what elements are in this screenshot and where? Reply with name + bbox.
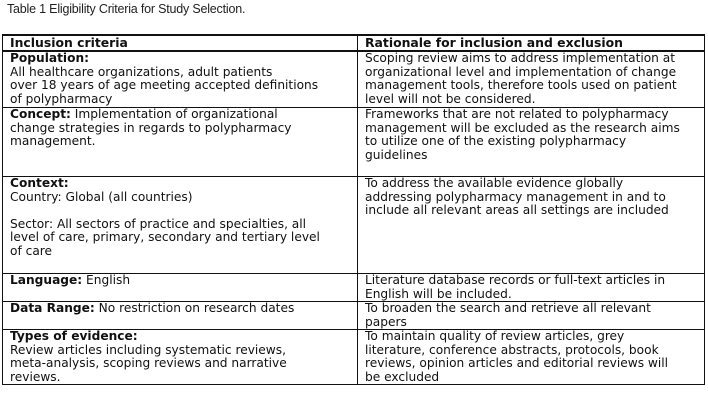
eligibility-criteria-table: [2, 34, 705, 385]
rationale-text: level will not be considered.: [365, 91, 536, 106]
rationale-text: organizational level and implementation of change: [365, 64, 677, 79]
rationale-cell-concept: [358, 108, 705, 177]
criteria-text: Country: Global (all countries): [10, 189, 193, 204]
criteria-text: of care: [10, 243, 53, 258]
rationale-text: To maintain quality of review articles, grey: [365, 329, 625, 343]
criteria-text: Implementation of organizational: [70, 107, 278, 121]
rationale-text: To broaden the search and retrieve all relevant: [365, 301, 651, 315]
table-row: [3, 274, 705, 302]
rationale-text: papers: [365, 314, 407, 329]
rationale-cell-population: [358, 51, 705, 108]
table-caption: Table 1 Eligibility Criteria for Study Selection.: [7, 2, 246, 16]
rationale-text: Frameworks that are not related to polypharmacy: [365, 107, 669, 121]
criteria-text: All healthcare organizations, adult patients: [10, 64, 273, 79]
rationale-text: English will be included.: [365, 286, 512, 301]
table-row: [3, 302, 705, 330]
rationale-cell-context: [358, 177, 705, 274]
table-row: [3, 330, 705, 385]
rationale-text: to utilize one of the existing polypharmacy: [365, 134, 627, 148]
criteria-cell-context: [3, 177, 358, 274]
rationale-cell-language: [358, 274, 705, 302]
header-rationale: Rationale for inclusion and exclusion: [358, 35, 705, 51]
row-label: Context:: [10, 176, 69, 190]
blank-line: [10, 204, 353, 218]
row-label: Types of evidence:: [10, 329, 138, 343]
rationale-cell-types-of-evidence: [358, 330, 705, 385]
rationale-text: management tools, therefore tools used on patient: [365, 78, 677, 92]
rationale-text: Scoping review aims to address implementation at: [365, 51, 676, 65]
criteria-cell-data-range: [3, 302, 358, 330]
rationale-text: reviews, opinion articles and editorial reviews will: [365, 356, 669, 370]
criteria-text: change strategies in regards to polypharmacy: [10, 120, 292, 135]
table-row: [3, 177, 705, 274]
criteria-cell-language: [3, 274, 358, 302]
criteria-text: over 18 years of age meeting accepted definitions: [10, 78, 319, 92]
table-row: [3, 108, 705, 177]
criteria-text: English: [82, 273, 131, 287]
criteria-cell-population: [3, 51, 358, 108]
criteria-text: management.: [10, 134, 96, 148]
rationale-text: include all relevant areas all settings are included: [365, 203, 669, 217]
criteria-text: level of care, primary, secondary and tertiary level: [10, 230, 320, 244]
row-label: Population:: [10, 51, 90, 65]
table-row: [3, 51, 705, 108]
rationale-text: literature, conference abstracts, protocols, book: [365, 342, 659, 357]
criteria-text: Sector: All sectors of practice and specialties, all: [10, 216, 307, 231]
header-row: [3, 35, 705, 51]
criteria-text: of polypharmacy: [10, 91, 113, 106]
row-label: Concept:: [10, 107, 71, 121]
rationale-text: addressing polypharmacy management in and to: [365, 189, 666, 204]
criteria-text: meta-analysis, scoping reviews and narrative: [10, 356, 287, 370]
header-inclusion-criteria: Inclusion criteria: [3, 35, 358, 51]
criteria-cell-types-of-evidence: [3, 330, 358, 385]
rationale-text: To address the available evidence globally: [365, 176, 624, 190]
criteria-text: Review articles including systematic reviews,: [10, 342, 286, 357]
criteria-text: reviews.: [10, 369, 61, 384]
row-label: Language:: [10, 273, 83, 287]
rationale-text: be excluded: [365, 369, 440, 384]
criteria-cell-concept: [3, 108, 358, 177]
row-label: Data Range:: [10, 301, 95, 315]
rationale-text: management will be excluded as the research aims: [365, 120, 680, 135]
rationale-text: guidelines: [365, 147, 428, 162]
rationale-text: Literature database records or full-text articles in: [365, 273, 666, 287]
rationale-cell-data-range: [358, 302, 705, 330]
criteria-text: No restriction on research dates: [94, 301, 295, 315]
